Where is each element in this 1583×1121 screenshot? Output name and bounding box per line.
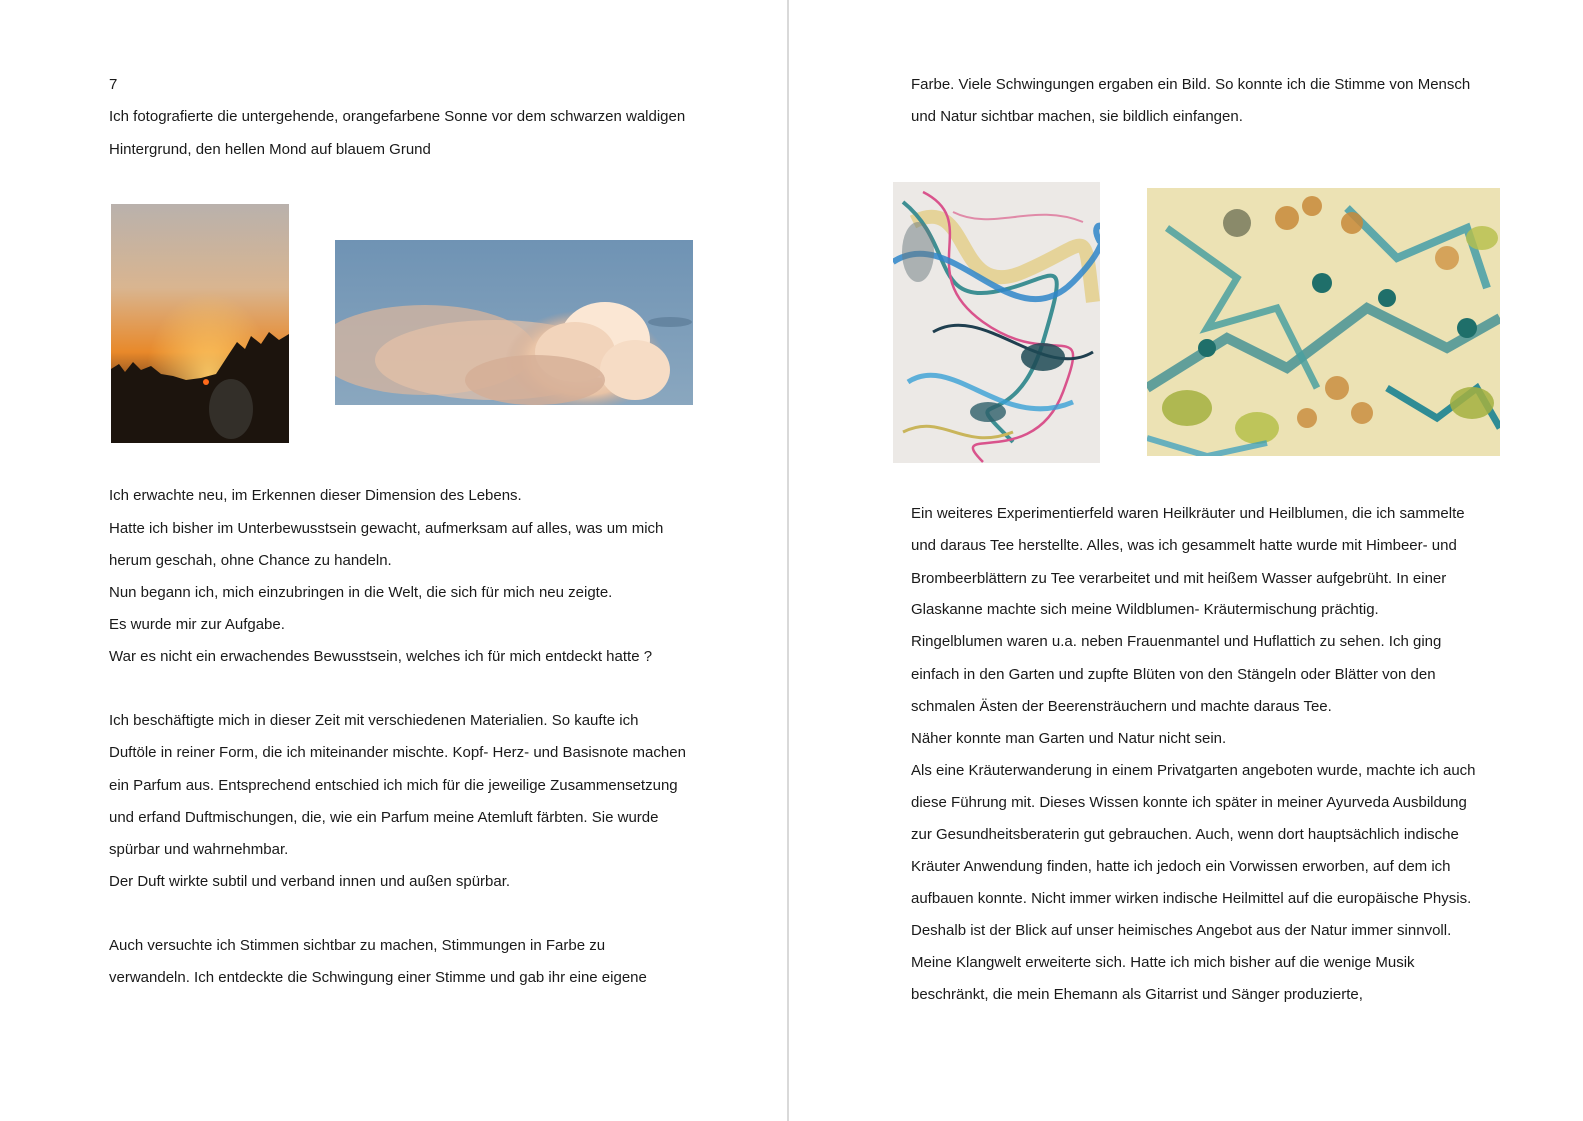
abstract-voice-painting: [893, 182, 1100, 463]
text-line: spürbar und wahrnehmbar.: [109, 841, 289, 858]
page-number: 7: [109, 76, 118, 93]
text-line: zur Gesundheitsberaterin gut gebrauchen. Auch, wenn dort hauptsächlich indische: [911, 826, 1459, 843]
text-line: Farbe. Viele Schwingungen ergaben ein Bild. So konnte ich die Stimme von Mensch: [911, 76, 1471, 93]
text-line: und daraus Tee herstellte. Alles, was ich gesammelt hatte wurde mit Himbeer- und: [911, 537, 1457, 554]
text-line: verwandeln. Ich entdeckte die Schwingung einer Stimme und gab ihr eine eigene: [109, 969, 647, 986]
text-line: Meine Klangwelt erweiterte sich. Hatte ich mich bisher auf die wenige Musik: [911, 954, 1415, 971]
text-line: Brombeerblättern zu Tee verarbeitet und mit heißem Wasser aufgebrüht. In einer: [911, 570, 1447, 587]
left-page: [0, 0, 787, 1121]
text-line: beschränkt, die mein Ehemann als Gitarrist und Sänger produzierte,: [911, 986, 1363, 1003]
text-line: Ein weiteres Experimentierfeld waren Heilkräuter und Heilblumen, die ich sammelte: [911, 505, 1465, 522]
text-line: einfach in den Garten und zupfte Blüten von den Stängeln oder Blätter von den: [911, 666, 1436, 683]
text-line: Nun begann ich, mich einzubringen in die Welt, die sich für mich neu zeigte.: [109, 584, 613, 601]
text-line: Duftöle in reiner Form, die ich miteinander mischte. Kopf- Herz- und Basisnote machen: [109, 744, 686, 761]
text-line: Als eine Kräuterwanderung in einem Privatgarten angeboten wurde, machte ich auch: [911, 762, 1476, 779]
right-page: [789, 0, 1583, 1121]
text-line: Glaskanne machte sich meine Wildblumen- Kräutermischung prächtig.: [911, 601, 1379, 618]
text-line: War es nicht ein erwachendes Bewusstsein, welches ich für mich entdeckt hatte ?: [109, 648, 653, 665]
text-line: Ich beschäftigte mich in dieser Zeit mit verschiedenen Materialien. So kaufte ich: [109, 712, 639, 729]
text-line: Ich erwachte neu, im Erkennen dieser Dimension des Lebens.: [109, 487, 522, 504]
text-line: aufbauen konnte. Nicht immer wirken indische Heilmittel auf die europäische Physis.: [911, 890, 1472, 907]
text-line: diese Führung mit. Dieses Wissen konnte ich später in meiner Ayurveda Ausbildung: [911, 794, 1467, 811]
text-line: und Natur sichtbar machen, sie bildlich einfangen.: [911, 108, 1243, 125]
text-line: ein Parfum aus. Entsprechend entschied ich mich für die jeweilige Zusammensetzung: [109, 777, 678, 794]
text-line: Ich fotografierte die untergehende, orangefarbene Sonne vor dem schwarzen waldigen: [109, 108, 686, 125]
text-line: Ringelblumen waren u.a. neben Frauenmantel und Huflattich zu sehen. Ich ging: [911, 633, 1442, 650]
text-line: Es wurde mir zur Aufgabe.: [109, 616, 285, 633]
cloud-moon-photo: [335, 240, 693, 405]
sunset-photo: [111, 204, 289, 443]
text-line: Näher konnte man Garten und Natur nicht sein.: [911, 730, 1227, 747]
text-line: Hatte ich bisher im Unterbewusstsein gewacht, aufmerksam auf alles, was um mich: [109, 520, 664, 537]
text-line: herum geschah, ohne Chance zu handeln.: [109, 552, 392, 569]
thistle-botanical-painting: [1147, 188, 1500, 456]
text-line: Kräuter Anwendung finden, hatte ich jedoch ein Vorwissen erworben, auf dem ich: [911, 858, 1451, 875]
text-line: und erfand Duftmischungen, die, wie ein Parfum meine Atemluft färbten. Sie wurde: [109, 809, 659, 826]
text-line: Der Duft wirkte subtil und verband innen und außen spürbar.: [109, 873, 511, 890]
text-line: Auch versuchte ich Stimmen sichtbar zu machen, Stimmungen in Farbe zu: [109, 937, 606, 954]
text-line: Deshalb ist der Blick auf unser heimisches Angebot aus der Natur immer sinnvoll.: [911, 922, 1452, 939]
text-line: schmalen Ästen der Beerensträuchern und machte daraus Tee.: [911, 698, 1332, 715]
text-line: Hintergrund, den hellen Mond auf blauem Grund: [109, 141, 431, 158]
